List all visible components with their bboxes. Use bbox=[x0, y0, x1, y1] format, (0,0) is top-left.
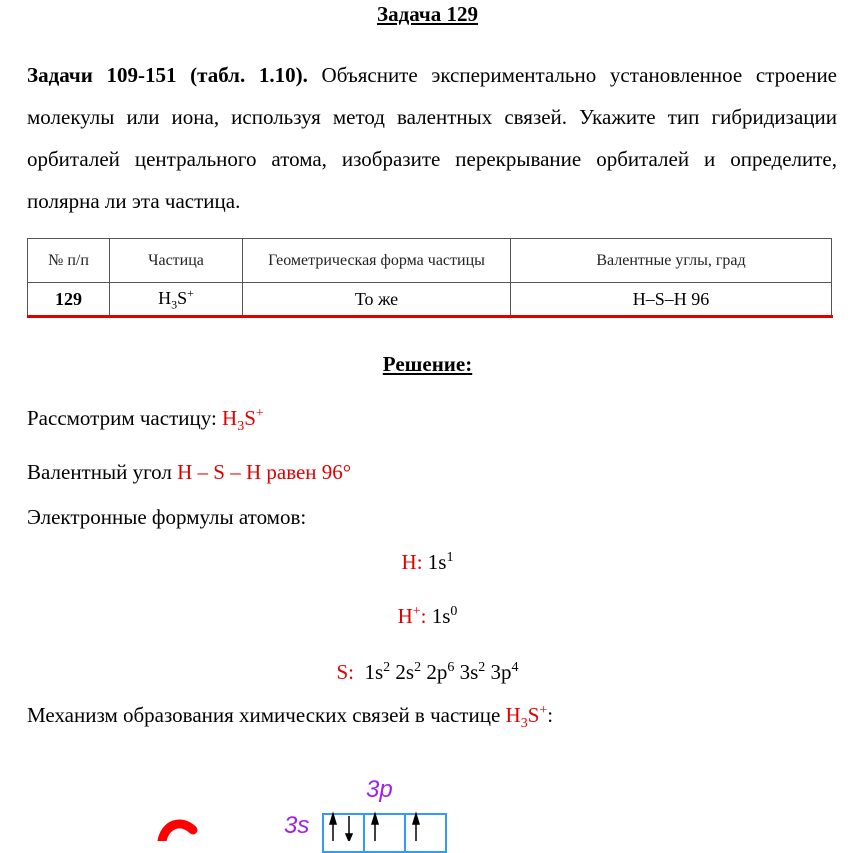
s-label: S: bbox=[336, 660, 354, 684]
task-body: Объясните экспериментально установленное строение молекулы или иона, используя метод валентных связей. Укажите тип гибридизации орбиталей центрального атома, изобразите перекрывание орбиталей и определите, полярна ли эта частица. bbox=[27, 63, 838, 213]
cell-particle bbox=[110, 283, 243, 317]
solution-heading: Решение: bbox=[382, 352, 473, 376]
s-p2: 2p bbox=[426, 660, 448, 684]
cell-num: 129 bbox=[28, 283, 110, 317]
consider-line bbox=[27, 406, 264, 435]
angle-value: H – S – H равен 96° bbox=[177, 460, 352, 484]
arrow-head-icon bbox=[372, 814, 378, 824]
f-s: S bbox=[244, 406, 256, 430]
hplus-formula bbox=[0, 604, 855, 629]
red-underline bbox=[27, 315, 833, 318]
m-sup: + bbox=[539, 703, 548, 718]
f-sub: 3 bbox=[237, 419, 245, 435]
s-e2: 6 bbox=[447, 660, 455, 675]
t-s: S bbox=[177, 288, 188, 309]
table-row bbox=[28, 283, 832, 317]
s-e4: 4 bbox=[511, 660, 519, 675]
hp-h: H bbox=[397, 604, 413, 628]
m-sub: 3 bbox=[520, 716, 528, 732]
data-table bbox=[27, 238, 832, 317]
consider-label: Рассмотрим частицу: bbox=[27, 406, 223, 430]
t-sub: 3 bbox=[171, 297, 178, 312]
s-e3: 2 bbox=[478, 660, 486, 675]
mechanism-label: Механизм образования химических связей в частице bbox=[27, 703, 506, 727]
hp-exp: 0 bbox=[450, 604, 458, 619]
header-num: № п/п bbox=[28, 239, 110, 283]
mechanism-line: Механизм образования химических связей в частице $H_3S^+$: bbox=[27, 703, 554, 732]
angle-label: Валентный угол bbox=[27, 460, 178, 484]
cell-shape: То же bbox=[243, 283, 511, 317]
s-p3: 3s bbox=[459, 660, 479, 684]
task-text bbox=[27, 54, 837, 222]
angle-line bbox=[27, 460, 351, 485]
cell-angles: H–S–H 96 bbox=[511, 283, 832, 317]
header-angles: Валентные углы, град bbox=[511, 239, 832, 283]
h-formula bbox=[0, 550, 855, 575]
particle-formula bbox=[222, 406, 264, 435]
hp-config: 1s bbox=[426, 604, 451, 628]
page-title: Задача 129 bbox=[377, 2, 478, 26]
f-sup: + bbox=[255, 406, 264, 421]
s-p0: 1s bbox=[364, 660, 384, 684]
red-arc-icon bbox=[162, 824, 193, 841]
s-p4: 3p bbox=[490, 660, 512, 684]
t-sup: + bbox=[187, 286, 194, 301]
header-particle: Частица bbox=[110, 239, 243, 283]
s-e0: 2 bbox=[383, 660, 391, 675]
arrow-head-icon bbox=[330, 814, 336, 824]
f-h: H bbox=[222, 406, 238, 430]
hp-sup: + bbox=[412, 604, 421, 619]
arrow-head-icon bbox=[413, 814, 419, 824]
hplus-label bbox=[398, 604, 427, 628]
m-s: S bbox=[527, 703, 540, 727]
hp-colon: : bbox=[420, 604, 427, 628]
table-header bbox=[28, 239, 832, 283]
arrow-head-icon bbox=[346, 834, 352, 841]
h-config: 1s bbox=[422, 550, 447, 574]
formulas-label: Электронные формулы атомов: bbox=[27, 505, 307, 529]
label-3p: 3p bbox=[366, 776, 393, 803]
m-h: H bbox=[505, 703, 521, 727]
header-shape: Геометрическая форма частицы bbox=[243, 239, 511, 283]
s-e1: 2 bbox=[414, 660, 422, 675]
s-formula bbox=[0, 660, 855, 685]
h-label: H: bbox=[401, 550, 423, 574]
t-h: H bbox=[158, 288, 172, 309]
s-p1: 2s bbox=[395, 660, 415, 684]
task-ref: Задачи 109-151 (табл. 1.10). bbox=[27, 63, 308, 87]
mech-particle bbox=[505, 703, 548, 732]
orbital-diagram bbox=[0, 770, 855, 841]
h-exp: 1 bbox=[446, 550, 454, 565]
label-3s: 3s bbox=[284, 812, 310, 839]
